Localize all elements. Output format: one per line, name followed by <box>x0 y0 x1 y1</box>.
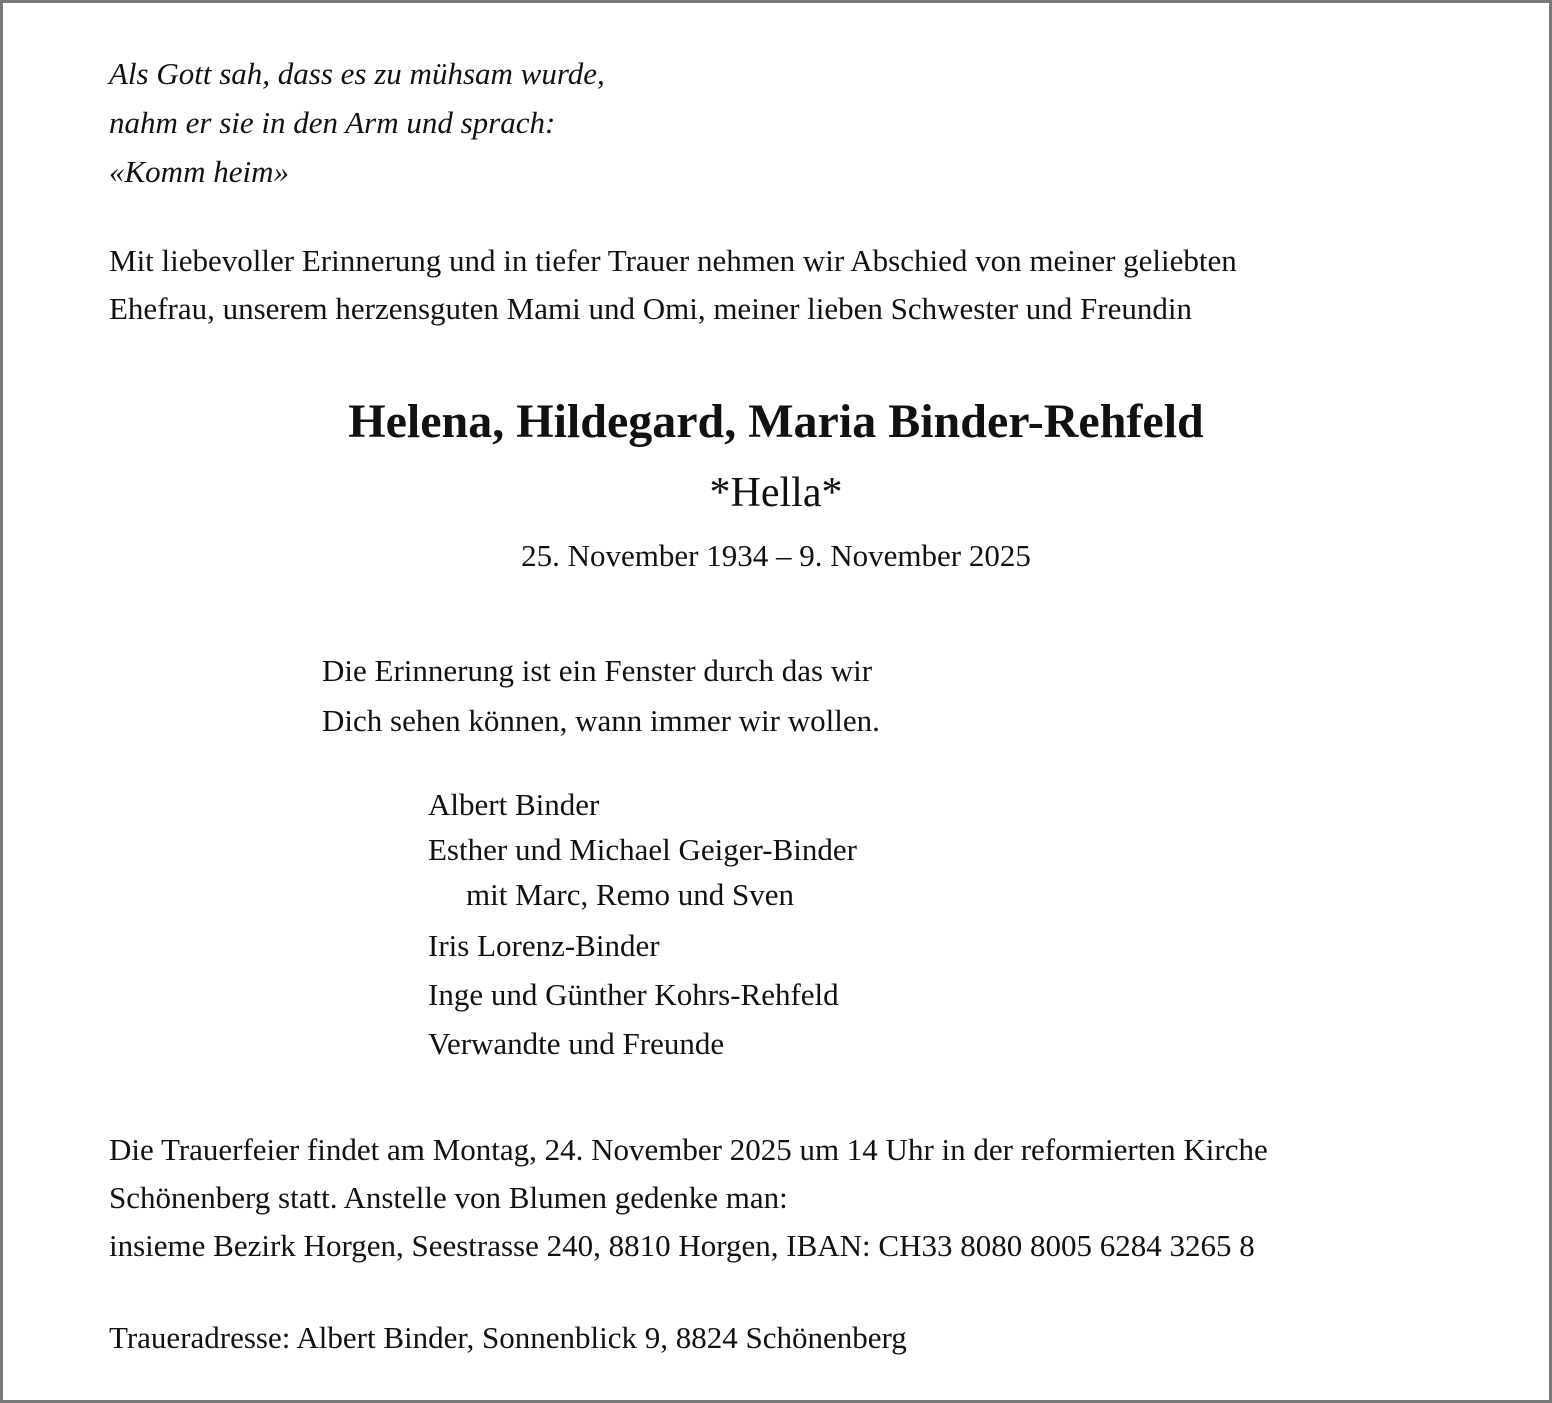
mourner-albert: Albert Binder <box>428 787 600 822</box>
donation-line: insieme Bezirk Horgen, Seestrasse 240, 8810 Horgen, IBAN: CH33 8080 8005 6284 3265 8 <box>109 1228 1255 1263</box>
quote-line: Die Erinnerung ist ein Fenster durch das wir <box>322 653 873 688</box>
intro-text <box>109 237 1237 333</box>
opening-verse <box>109 49 605 196</box>
deceased-name: Helena, Hildegard, Maria Binder-Rehfeld <box>348 395 1204 448</box>
intro-line: Ehefrau, unserem herzensguten Mami und Omi, meiner lieben Schwester und Freundin <box>109 291 1192 326</box>
mourner-grandchildren: mit Marc, Remo und Sven <box>466 877 795 912</box>
mourner-iris: Iris Lorenz-Binder <box>428 928 660 963</box>
life-dates: 25. November 1934 – 9. November 2025 <box>521 538 1031 573</box>
mourning-address: Traueradresse: Albert Binder, Sonnenblick 9, 8824 Schönenberg <box>109 1320 907 1355</box>
memorial-quote <box>322 646 880 746</box>
mourner-relatives: Verwandte und Freunde <box>428 1026 725 1061</box>
service-line: Schönenberg statt. Anstelle von Blumen gedenke man: <box>109 1180 788 1215</box>
deceased-nickname: *Hella* <box>709 470 843 516</box>
verse-line: nahm er sie in den Arm und sprach: <box>109 105 556 140</box>
mourners-list <box>428 783 857 1071</box>
service-line: Die Trauerfeier findet am Montag, 24. November 2025 um 14 Uhr in der reformierten Kirche <box>109 1132 1268 1167</box>
quote-line: Dich sehen können, wann immer wir wollen. <box>322 703 880 738</box>
mourner-esther-michael: Esther und Michael Geiger-Binder <box>428 832 857 867</box>
verse-line: «Komm heim» <box>109 154 289 189</box>
mourner-inge-guenther: Inge und Günther Kohrs-Rehfeld <box>428 977 839 1012</box>
funeral-service-info <box>109 1126 1268 1270</box>
verse-line: Als Gott sah, dass es zu mühsam wurde, <box>109 56 605 91</box>
intro-line: Mit liebevoller Erinnerung und in tiefer Trauer nehmen wir Abschied von meiner geliebten <box>109 243 1237 278</box>
